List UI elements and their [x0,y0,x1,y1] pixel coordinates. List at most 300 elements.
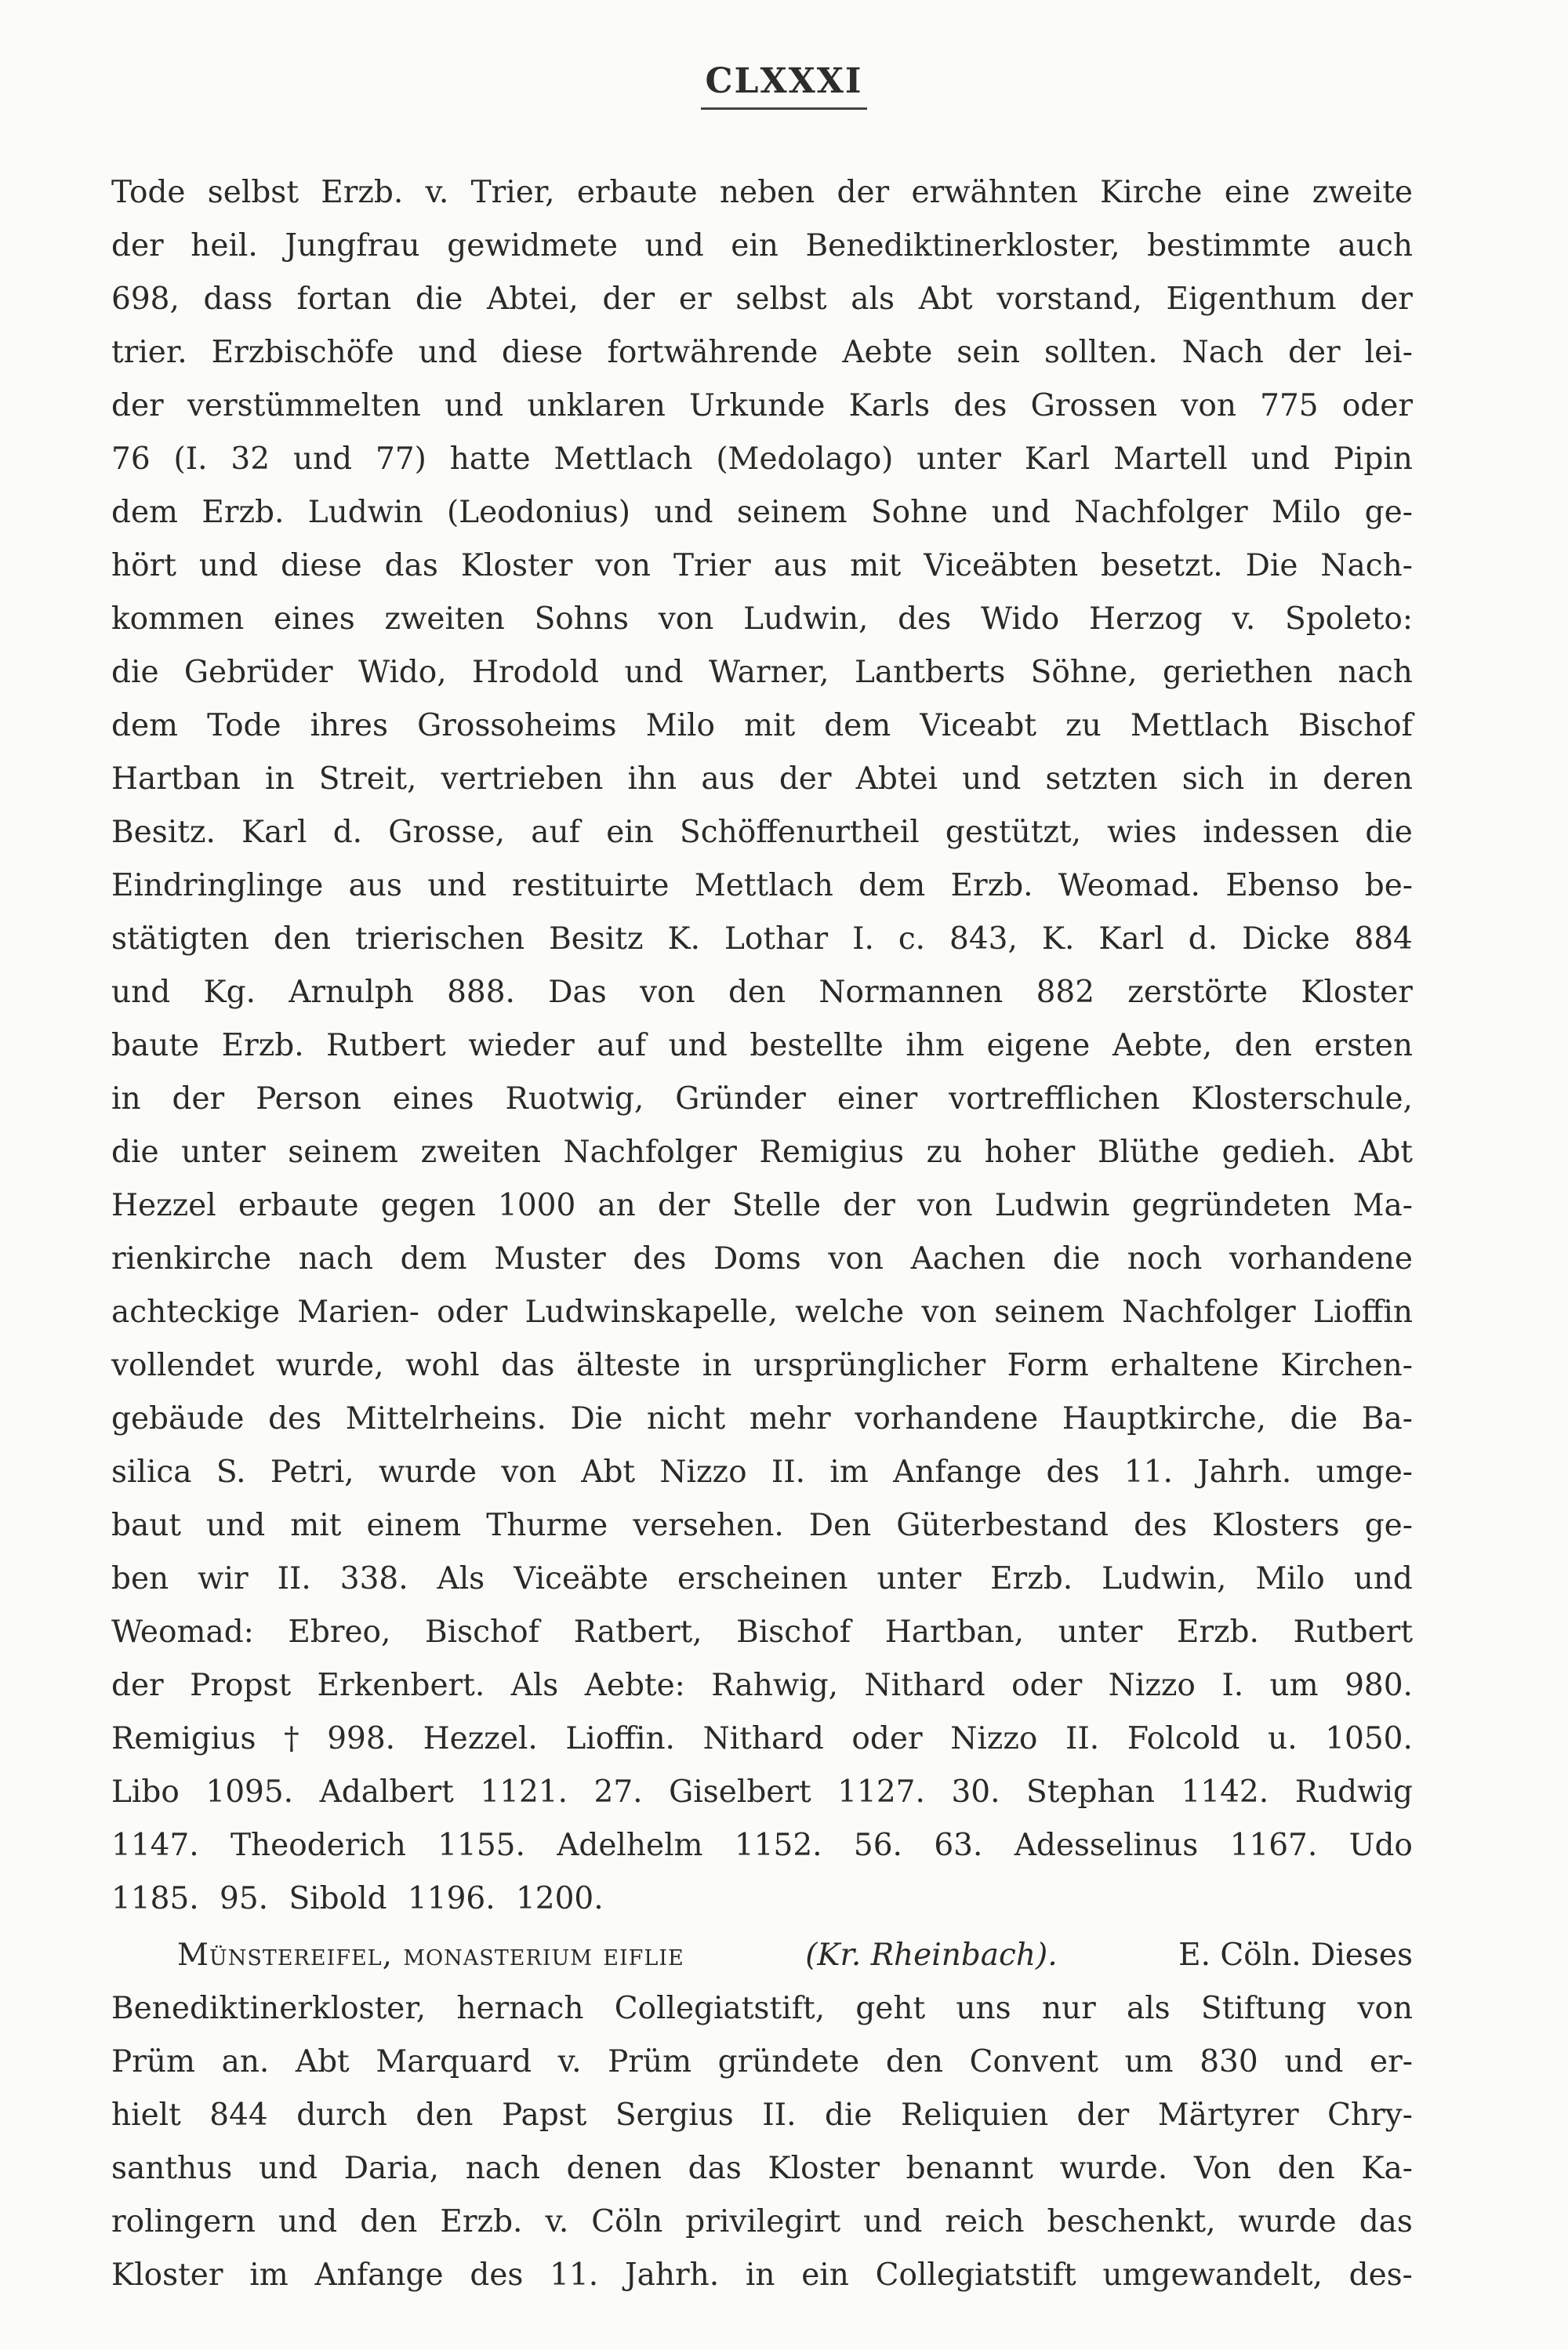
word: Karls [848,388,931,423]
word: Eigenthum [1166,281,1337,317]
text-line [111,699,1413,753]
word: rolingern [111,2204,256,2239]
word: in [111,1081,141,1117]
word: Erkenbert. [317,1668,485,1703]
word: Urkunde [689,388,826,423]
text-line [111,220,1413,273]
word: 30. [951,1774,1000,1810]
district-note: (Kr. Rheinbach). [805,1938,1058,1973]
word: unter [916,441,1001,477]
text-line [111,1499,1413,1553]
word: geht [855,1991,926,2026]
word: privilegirt [685,2204,841,2239]
word: der [111,388,164,423]
word: 27. [593,1774,643,1810]
text-line: 1185. 95. Sibold 1196. 1200. [111,1881,604,1916]
word: Ludwin [307,495,423,530]
word: Ludwin [994,1188,1110,1223]
word: Weomad: [111,1614,254,1650]
word: † [284,1721,299,1756]
word: 63. [934,1828,983,1863]
word: Besitz [549,921,644,957]
word: Jahrh. [1197,1455,1292,1490]
word: 1000 [498,1188,576,1223]
text-line [111,1126,1413,1179]
word: reich [945,2204,1025,2239]
word: von [658,601,714,637]
word: Ka- [1361,2151,1413,2186]
word: Giselbert [669,1774,811,1810]
word: oder [851,1721,923,1756]
text-line [111,2249,1413,2302]
word: hernach [456,1991,584,2026]
paragraph-heading-line [111,1929,1413,1982]
word: 1127. [837,1774,925,1810]
word: im [249,2257,289,2293]
word: Güterbestand [896,1508,1109,1543]
word: I. [852,921,874,957]
text-line [111,646,1413,699]
text-line [111,1713,1413,1766]
word: versehen. [633,1508,784,1543]
word: vertrieben [441,761,604,797]
text-line [111,1073,1413,1126]
text-line [111,2089,1413,2142]
word: unter [181,1135,266,1170]
word: Propst [190,1668,292,1703]
word: Viceabt [920,708,1037,743]
word: Kirche [1100,175,1203,210]
word: des [268,1401,322,1437]
word: 980. [1345,1668,1413,1703]
word: ihres [310,708,388,743]
word: die [1052,1241,1101,1277]
word: gegründeten [1131,1188,1331,1223]
word: Von [1193,2151,1251,2186]
word: (Leodonius) [446,495,631,530]
word: Spoleto: [1284,601,1413,637]
word: 843, [949,921,1018,957]
word: Jahrh. [624,2257,720,2293]
word: Prüm [608,2044,692,2079]
word: Hezzel [111,1188,216,1223]
word: mehr [749,1401,831,1437]
word: Grosse, [388,815,506,850]
word: das [384,548,438,583]
word: ursprünglicher [753,1348,986,1383]
word: Sohns [534,601,630,637]
word: 775 [1260,388,1319,423]
word: II. [277,1561,311,1596]
word: Trier, [470,175,555,210]
word: Wido [980,601,1060,637]
text-line [111,859,1413,913]
word: 1121. [480,1774,568,1810]
word: Karl [1098,921,1164,957]
word: Rudwig [1294,1774,1413,1810]
word: Erzb. [990,1561,1073,1596]
word: Thurme [486,1508,608,1543]
word: ge- [1364,495,1413,530]
word: eines [274,601,355,637]
text-line [111,433,1413,486]
word: 1147. [111,1828,199,1863]
word: und [624,655,684,690]
word: Pipin [1333,441,1413,477]
word: der [657,1188,710,1223]
heading-line-rest: E. Cöln. Dieses [1178,1938,1413,1973]
text-line [111,166,1413,220]
word: Erzb. [440,2204,523,2239]
word: unter [1058,1614,1143,1650]
word: und [111,975,171,1010]
word: Gebrüder [183,655,333,690]
word: und [292,441,353,477]
word: erbaute [576,175,698,210]
word: Convent [969,2044,1098,2079]
word: Lantberts [854,655,1006,690]
word: nicht [646,1401,726,1437]
text-line [111,1393,1413,1446]
word: Person [256,1081,361,1117]
word: Marquard [376,2044,532,2079]
word: Daria, [343,2151,440,2186]
word: Hartban, [884,1614,1025,1650]
word: den [416,2098,474,2133]
word: Abt [295,2044,350,2079]
word: Hauptkirche, [1062,1401,1267,1437]
word: erbaute [238,1188,359,1223]
word: 1152. [734,1828,822,1863]
word: zu [926,1135,963,1170]
word: Märtyrer [1157,2098,1299,2133]
word: in [265,761,295,797]
word: Die [570,1401,623,1437]
word: indessen [1203,815,1340,850]
word: gründete [717,2044,860,2079]
word: Den [808,1508,872,1543]
word: Dicke [1242,921,1330,957]
word: beschenkt, [1047,2204,1216,2239]
word: Viceäbten [924,548,1079,583]
word: Collegiatstift [875,2257,1076,2293]
word: unklaren [527,388,666,423]
word: geriethen [1162,655,1313,690]
word: heil. [191,228,258,263]
word: 830 [1200,2044,1258,2079]
word: Prüm [111,2044,195,2079]
word: Normannen [818,975,1004,1010]
word: S. [216,1455,246,1490]
word: fortan [296,281,392,317]
word: aus [348,868,403,903]
word: Grossoheims [417,708,617,743]
word: hielt [111,2098,181,2133]
word: Klosterschule, [1191,1081,1413,1117]
word: Nithard [702,1721,824,1756]
word: die [824,2098,873,2133]
word: Kloster [460,548,573,583]
word: Mittelrheins. [345,1401,546,1437]
word: oder [1341,388,1413,423]
word: (I. [173,441,208,477]
word: Libo [111,1774,180,1810]
word: des- [1348,2257,1413,2293]
word: Hezzel. [423,1721,538,1756]
text-line [111,966,1413,1019]
word: Nithard [864,1668,985,1703]
word: Erzb. [321,175,404,210]
word: v. [545,2204,569,2239]
word: Remigius [759,1135,904,1170]
word: gegen [380,1188,476,1223]
word: als [1126,1991,1171,2026]
word: Cöln [591,2204,663,2239]
word: des [633,1241,687,1277]
word: Erzbischöfe [211,335,394,370]
word: des [470,2257,524,2293]
word: vortrefflichen [949,1081,1160,1117]
word: ihm [906,1028,964,1063]
word: Mettlach [694,868,833,903]
word: er [678,281,712,317]
word: Gründer [675,1081,806,1117]
word: v. [557,2044,582,2079]
word: selbst [735,281,827,317]
word: be- [1364,868,1413,903]
word: im [829,1455,869,1490]
word: als [851,281,895,317]
word: Ratbert, [573,1614,702,1650]
word: Rutbert [326,1028,446,1063]
word: Adelhelm [557,1828,703,1863]
word: und [991,495,1051,530]
text-line [111,1659,1413,1713]
word: bestimmte [1147,228,1312,263]
word: verstümmelten [187,388,421,423]
word: Form [1007,1348,1089,1383]
word: und [258,2151,318,2186]
word: Mettlach [1130,708,1269,743]
word: in [702,1348,732,1383]
word: Bischof [425,1614,540,1650]
word: in [745,2257,775,2293]
text-line [111,2196,1413,2249]
place-name-heading: Münstereifel, monasterium eiflie [177,1938,684,1973]
word: das [688,2151,742,2186]
word: II. [771,1455,806,1490]
word: der [602,281,655,317]
word: Muster [494,1241,606,1277]
word: Warner, [709,655,829,690]
word: Lioffin. [565,1721,675,1756]
word: Ebenso [1225,868,1340,903]
word: des [1134,1508,1188,1543]
word: setzten [1045,761,1158,797]
word: stätigten [111,921,249,957]
word: zweiten [420,1135,541,1170]
word: vollendet [111,1348,255,1383]
word: des [1046,1455,1100,1490]
word: dass [203,281,273,317]
word: und [644,228,704,263]
word: aus [773,548,828,583]
word: wir [198,1561,249,1596]
word: wies [1107,815,1178,850]
word: dem [858,868,926,903]
word: Erzb. [950,868,1033,903]
word: um [1124,2044,1174,2079]
text-line [111,1446,1413,1499]
word: eigene [986,1028,1091,1063]
word: nach [465,2151,541,2186]
word: silica [111,1455,192,1490]
word: hatte [449,441,531,477]
word: Abt [1359,1135,1413,1170]
word: und [278,2204,338,2239]
word: Das [548,975,607,1010]
word: Stiftung [1200,1991,1327,2026]
word: Als [437,1561,485,1596]
word: von [921,1295,977,1330]
word: wurde. [1059,2151,1168,2186]
word: diese [281,548,362,583]
word: die [111,655,159,690]
word: 882 [1036,975,1095,1010]
word: und [654,495,713,530]
word: zu [1065,708,1102,743]
word: ein [801,2257,849,2293]
word: ersten [1314,1028,1413,1063]
word: oder [437,1295,508,1330]
word: an. [221,2044,270,2079]
word: II. [1065,1721,1100,1756]
word: Papst [501,2098,587,2133]
word: Chry- [1327,2098,1413,2133]
word: Adalbert [319,1774,454,1810]
word: der [172,1081,225,1117]
word: Nizzo [659,1455,747,1490]
word: an [597,1188,636,1223]
word: der [111,228,164,263]
word: trier. [111,335,187,370]
word: K. [667,921,701,957]
word: die [415,281,463,317]
word: Viceäbte [514,1561,648,1596]
word: wurde [378,1455,477,1490]
text-line [111,1339,1413,1393]
word: nach [298,1241,374,1277]
word: Ludwin, [1102,1561,1227,1596]
word: zerstörte [1127,975,1269,1010]
text-line [111,486,1413,539]
text-line [111,1019,1413,1073]
word: Abt [918,281,973,317]
word: Bischof [1298,708,1413,743]
word: Remigius [111,1721,256,1756]
word: Kg. [203,975,256,1010]
word: vorstand, [996,281,1142,317]
word: Arnulph [289,975,414,1010]
word: sich [1181,761,1245,797]
text-line [111,806,1413,859]
word: eines [392,1081,474,1117]
word: Bischof [736,1614,851,1650]
word: denen [566,2151,662,2186]
word: sollten. [1044,335,1158,370]
word: Marien- [297,1295,419,1330]
word: Aebte, [1112,1028,1213,1063]
word: 1142. [1181,1774,1269,1810]
word: von [501,1455,557,1490]
paragraph-muenstereifel [111,1929,1413,2302]
word: Erzb. [1176,1614,1259,1650]
word: Kloster [768,2151,880,2186]
word: Abtei [855,761,938,797]
word: ihn [627,761,677,797]
word: (Medolago) [716,441,894,477]
word: Erzb. [201,495,285,530]
word: vorhandene [855,1401,1039,1437]
text-line [111,753,1413,806]
word: Nach [1181,335,1264,370]
word: von [916,1188,973,1223]
word: Wido, [358,655,447,690]
word: aus [701,761,755,797]
word: der [1360,281,1413,317]
word: Erzb. [221,1028,304,1063]
word: 56. [853,1828,902,1863]
word: Die [1245,548,1298,583]
word: gedieh. [1221,1135,1337,1170]
word: und [962,761,1022,797]
word: in [1269,761,1298,797]
word: von [828,1241,884,1277]
word: Ebreo, [288,1614,391,1650]
word: und [198,548,259,583]
word: des [953,388,1007,423]
word: von [1181,388,1236,423]
word: Rahwig, [711,1668,839,1703]
word: II. [762,2098,797,2133]
word: Nizzo [1108,1668,1196,1703]
word: Besitz. [111,815,216,850]
word: ben [111,1561,169,1596]
word: Nach- [1320,548,1413,583]
word: Benediktinerkloster, [111,1991,426,2026]
word: 11. [1123,1455,1173,1490]
word: Nachfolger [1074,495,1248,530]
word: umgewandelt, [1102,2257,1323,2293]
word: des [898,601,952,637]
word: auch [1338,228,1413,263]
word: Doms [713,1241,801,1277]
word: benannt [906,2151,1033,2186]
word: den [273,921,332,957]
word: 1167. [1229,1828,1318,1863]
word: 77) [376,441,426,477]
word: durch [296,2098,387,2133]
word: u. [1268,1721,1298,1756]
word: gewidmete [447,228,618,263]
word: Ludwin, [743,601,869,637]
text-line [111,1819,1413,1872]
word: Ruotwig, [505,1081,644,1117]
word: Karl [1024,441,1091,477]
text-line [111,1606,1413,1659]
word: 11. [550,2257,599,2293]
word: von [1357,1991,1413,2026]
